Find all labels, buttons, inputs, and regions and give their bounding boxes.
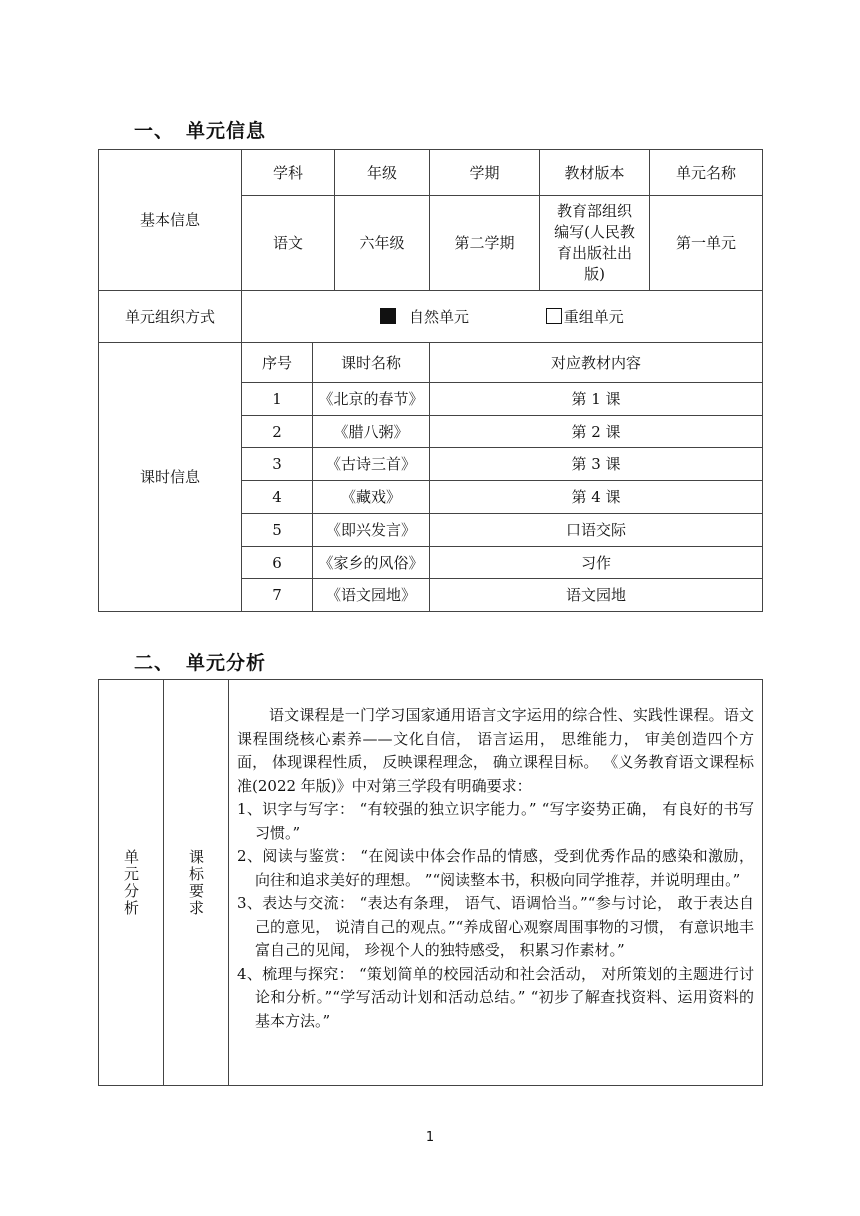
header-cell: 学期 <box>430 150 540 196</box>
lesson-content: 第 4 课 <box>430 481 763 514</box>
lesson-no: 6 <box>242 547 313 579</box>
lesson-name: 《语文园地》 <box>313 579 430 612</box>
org-options <box>242 291 763 343</box>
basic-info-label: 基本信息 <box>99 150 242 291</box>
value-cell: 语文 <box>242 196 335 291</box>
lesson-content: 口语交际 <box>430 514 763 547</box>
lesson-no: 1 <box>242 383 313 416</box>
value-cell: 第二学期 <box>430 196 540 291</box>
section-number: 一、 <box>134 120 175 142</box>
option-natural-unit: 自然单元 <box>408 307 469 326</box>
lesson-name: 《藏戏》 <box>313 481 430 514</box>
unchecked-box-icon[interactable] <box>546 308 562 324</box>
lesson-header-cell: 对应教材内容 <box>430 343 763 383</box>
header-cell: 单元名称 <box>650 150 763 196</box>
lesson-info-label: 课时信息 <box>99 343 242 612</box>
org-label: 单元组织方式 <box>99 291 242 343</box>
curriculum-standard-label: 课标要求 <box>187 848 205 917</box>
lesson-name: 《即兴发言》 <box>313 514 430 547</box>
unit-info-table <box>98 149 763 612</box>
lesson-name: 《北京的春节》 <box>313 383 430 416</box>
lesson-no: 7 <box>242 579 313 612</box>
lesson-header-cell: 课时名称 <box>313 343 430 383</box>
section-heading-unit-info <box>134 116 266 143</box>
requirement-item: 1、识字与写字： “有较强的独立识字能力。” “写字姿势正确， 有良好的书写习惯。” <box>237 800 754 842</box>
option-regroup-unit: 重组单元 <box>563 307 624 326</box>
unit-analysis-table <box>98 679 763 1086</box>
header-cell: 年级 <box>335 150 430 196</box>
lesson-name: 《家乡的风俗》 <box>313 547 430 579</box>
section-title: 单元信息 <box>186 120 267 142</box>
unit-analysis-label: 单元分析 <box>122 848 140 917</box>
requirement-item: 3、表达与交流： “表达有条理， 语气、语调恰当。”“参与讨论， 敢于表达自己的意见， 说清自己的观点。”“养成留心观察周围事物的习惯， 有意识地丰富自己的见闻， 珍视个人的独特感受， 积累习作素材。” <box>237 894 754 959</box>
org-row <box>99 291 763 343</box>
page-number: 1 <box>425 1130 435 1145</box>
analysis-row <box>99 680 763 1086</box>
lesson-name: 《古诗三首》 <box>313 448 430 481</box>
basic-header-row <box>99 150 763 196</box>
lesson-content: 语文园地 <box>430 579 763 612</box>
lesson-no: 2 <box>242 416 313 448</box>
section-number: 二、 <box>134 652 175 674</box>
lesson-content: 习作 <box>430 547 763 579</box>
lesson-content: 第 2 课 <box>430 416 763 448</box>
value-cell: 六年级 <box>335 196 430 291</box>
header-cell: 教材版本 <box>540 150 650 196</box>
value-cell: 第一单元 <box>650 196 763 291</box>
lesson-no: 3 <box>242 448 313 481</box>
section-title: 单元分析 <box>186 652 267 674</box>
analysis-intro: 语文课程是一门学习国家通用语言文字运用的综合性、实践性课程。语文课程围绕核心素养——文化自信， 语言运用， 思维能力， 审美创造四个方面， 体现课程性质， 反映课程理念， 确立课程目标。 《义务教育语文课程标准(2022 年版)》中对第三学段有明确要求： <box>237 706 754 795</box>
lesson-name: 《腊八粥》 <box>313 416 430 448</box>
lesson-header-cell: 序号 <box>242 343 313 383</box>
value-cell: 教育部组织编写(人民教育出版社出版) <box>540 196 650 291</box>
checked-box-icon[interactable] <box>380 308 396 324</box>
lesson-header-row <box>99 343 763 383</box>
section-heading-unit-analysis <box>134 648 266 675</box>
requirement-item: 4、梳理与探究： “策划简单的校园活动和社会活动， 对所策划的主题进行讨论和分析。”“学写活动计划和活动总结。” “初步了解查找资料、运用资料的基本方法。” <box>237 964 754 1030</box>
lesson-no: 4 <box>242 481 313 514</box>
header-cell: 学科 <box>242 150 335 196</box>
analysis-col1 <box>99 680 164 1086</box>
lesson-no: 5 <box>242 514 313 547</box>
analysis-content <box>229 680 763 1086</box>
requirement-item: 2、阅读与鉴赏： “在阅读中体会作品的情感，受到优秀作品的感染和激励， 向往和追求美好的理想。 ”“阅读整本书，积极向同学推荐，并说明理由。” <box>237 847 754 889</box>
analysis-col2 <box>164 680 229 1086</box>
lesson-content: 第 1 课 <box>430 383 763 416</box>
lesson-content: 第 3 课 <box>430 448 763 481</box>
